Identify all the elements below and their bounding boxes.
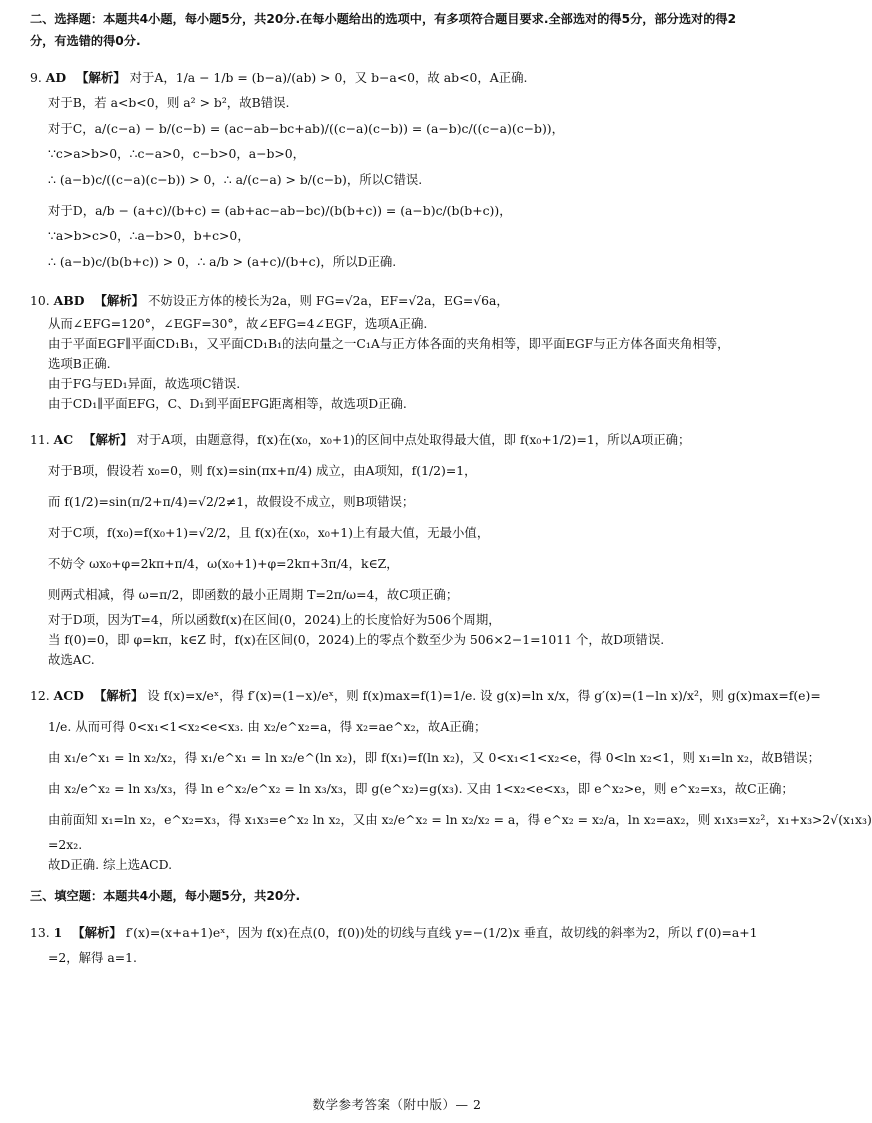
q12-number: 12. xyxy=(30,688,50,703)
q13-analysis-tag: 【解析】 xyxy=(72,925,122,940)
q12-line-3: 由 x₁/e^x₁ = ln x₂/x₂，得 x₁/e^x₁ = ln x₂/e^(ln x₂)，即 f(x₁)=f(ln x₂)，又 0<x₁<1<x₂<e，得 0<ln x₂<1，则 x₁=ln x₂，故B错误； xyxy=(48,750,821,765)
q11-line-2: 对于B项，假设若 x₀=0，则 f(x)=sin(πx+π/4) 成立，由A项知，f(1/2)=1， xyxy=(48,463,477,478)
q11-number: 11. xyxy=(30,432,50,447)
q11-line-6: 则两式相减，得 ω=π/2，即函数的最小正周期 T=2π/ω=4，故C项正确； xyxy=(48,587,459,602)
page-footer: 数学参考答案（附中版）— 2 xyxy=(312,1097,482,1112)
q10-answer: ABD xyxy=(53,293,85,308)
q9-line-8: ∴ (a−b)c/(b(b+c)) > 0，∴ a/b > (a+c)/(b+c)，所以D正确. xyxy=(48,254,397,269)
q13-line-2: =2，解得 a=1. xyxy=(48,950,137,965)
q11-line-8: 当 f(0)=0，即 φ=kπ，k∈Z 时，f(x)在区间(0，2024)上的零点个数至少为 506×2−1=1011 个，故D项错误. xyxy=(48,632,665,647)
q12-line-2: 1/e. 从而可得 0<x₁<1<x₂<e<x₃. 由 x₂/e^x₂=a，得 x₂=ae^x₂，故A正确； xyxy=(48,719,487,734)
q12-line-1: 12. ACD 【解析】 设 f(x)=x/eˣ，得 f′(x)=(1−x)/eˣ，则 f(x)max=f(1)=1/e. 设 g(x)=ln x/x，得 g′(x)=(1−ln x)/x²，则 g(x)max=f(e)= xyxy=(30,688,821,703)
section-2-heading: 二、选择题：本题共4小题，每小题5分，共20分.在每小题给出的选项中，有多项符合题目要求.全部选对的得5分，部分选对的得2 分，有选错的得0分. xyxy=(30,12,737,48)
question-12 xyxy=(30,680,872,875)
q12-line-7: 故D正确. 综上选ACD. xyxy=(48,857,173,872)
q12-answer: ACD xyxy=(53,688,84,703)
q11-line-7: 对于D项，因为T=4，所以函数f(x)在区间(0，2024)上的长度恰好为506个周期， xyxy=(48,612,501,627)
q9-analysis-tag: 【解析】 xyxy=(76,70,126,85)
question-10 xyxy=(30,287,766,414)
question-13 xyxy=(30,917,766,968)
q11-line-4: 对于C项，f(x₀)=f(x₀+1)=√2/2，且 f(x)在(x₀，x₀+1)上有最大值，无最小值， xyxy=(48,525,490,540)
q9-line-4: ∵c>a>b>0，∴c−a>0，c−b>0，a−b>0， xyxy=(48,146,306,161)
q12-line-4: 由 x₂/e^x₂ = ln x₃/x₃，得 ln e^x₂/e^x₂ = ln x₃/x₃，即 g(e^x₂)=g(x₃). 又由 1<x₂<e<x₃，即 e^x₂>e，则 e^x₂=x₃，故C正确； xyxy=(48,781,794,796)
q11-line-5: 不妨令 ωx₀+φ=2kπ+π/4，ω(x₀+1)+φ=2kπ+3π/4，k∈Z， xyxy=(48,556,399,571)
q13-number: 13. xyxy=(30,925,50,940)
q9-number: 9. xyxy=(30,70,42,85)
q10-line-1: 10. ABD 【解析】 不妨设正方体的棱长为2a，则 FG=√2a，EF=√2a，EG=√6a， xyxy=(30,293,509,308)
q13-answer: 1 xyxy=(53,925,63,940)
q9-line-2: 对于B，若 a<b<0，则 a² > b²，故B错误. xyxy=(48,95,290,110)
q13-line-1: 13. 1 【解析】 f′(x)=(x+a+1)eˣ，因为 f(x)在点(0，f(0))处的切线与直线 y=−(1/2)x 垂直，故切线的斜率为2，所以 f′(0)=a+1 xyxy=(30,925,758,940)
q11-analysis-tag: 【解析】 xyxy=(83,432,133,447)
q10-analysis-tag: 【解析】 xyxy=(94,293,145,308)
q9-line-6: 对于D，a/b − (a+c)/(b+c) = (ab+ac−ab−bc)/(b(b+c)) = (a−b)c/(b(b+c))， xyxy=(48,203,512,218)
q12-line-5: 由前面知 x₁=ln x₂，e^x₂=x₃，得 x₁x₃=e^x₂ ln x₂，又由 x₂/e^x₂ = ln x₂/x₂ = a，得 e^x₂ = x₂/a，ln x₂=ax₂，则 x₁x₃=x₂²，x₁+x₃>2√(x₁x₃) xyxy=(48,812,872,827)
q11-line-3: 而 f(1/2)=sin(π/2+π/4)=√2/2≠1，故假设不成立，则B项错误； xyxy=(48,494,415,509)
section-3-heading: 三、填空题：本题共4小题，每小题5分，共20分. xyxy=(30,889,301,903)
q11-line-1: 11. AC 【解析】 对于A项，由题意得，f(x)在(x₀，x₀+1)的区间中点处取得最大值，即 f(x₀+1/2)=1，所以A项正确； xyxy=(30,432,691,447)
question-9 xyxy=(30,62,766,277)
q9-line-1: 9. AD 【解析】 对于A，1/a − 1/b = (b−a)/(ab) > 0，又 b−a<0，故 ab<0，A正确. xyxy=(30,70,528,85)
q9-line-3: 对于C，a/(c−a) − b/(c−b) = (ac−ab−bc+ab)/((c−a)(c−b)) = (a−b)c/((c−a)(c−b))， xyxy=(48,121,565,136)
q9-answer: AD xyxy=(45,70,67,85)
q11-line-9: 故选AC. xyxy=(48,652,95,667)
q10-line-3: 由于平面EGF∥平面CD₁B₁，又平面CD₁B₁的法向量之一C₁A与正方体各面的夹角相等，即平面EGF与正方体各面夹角相等， xyxy=(48,336,730,351)
q9-line-7: ∵a>b>c>0，∴a−b>0，b+c>0， xyxy=(48,228,250,243)
q12-line-6: =2x₂. xyxy=(48,837,83,852)
q10-line-4: 选项B正确. xyxy=(48,356,111,371)
q10-line-5: 由于FG与ED₁异面，故选项C错误. xyxy=(48,376,241,391)
question-11 xyxy=(30,424,766,670)
q9-line-5: ∴ (a−b)c/((c−a)(c−b)) > 0，∴ a/(c−a) > b/(c−b)，所以C错误. xyxy=(48,172,423,187)
q10-line-6: 由于CD₁∥平面EFG，C、D₁到平面EFG距离相等，故选项D正确. xyxy=(48,396,407,411)
q12-analysis-tag: 【解析】 xyxy=(93,688,144,703)
q10-line-2: 从而∠EFG=120°，∠EGF=30°，故∠EFG=4∠EGF，选项A正确. xyxy=(48,316,428,331)
q11-answer: AC xyxy=(53,432,74,447)
q10-number: 10. xyxy=(30,293,50,308)
